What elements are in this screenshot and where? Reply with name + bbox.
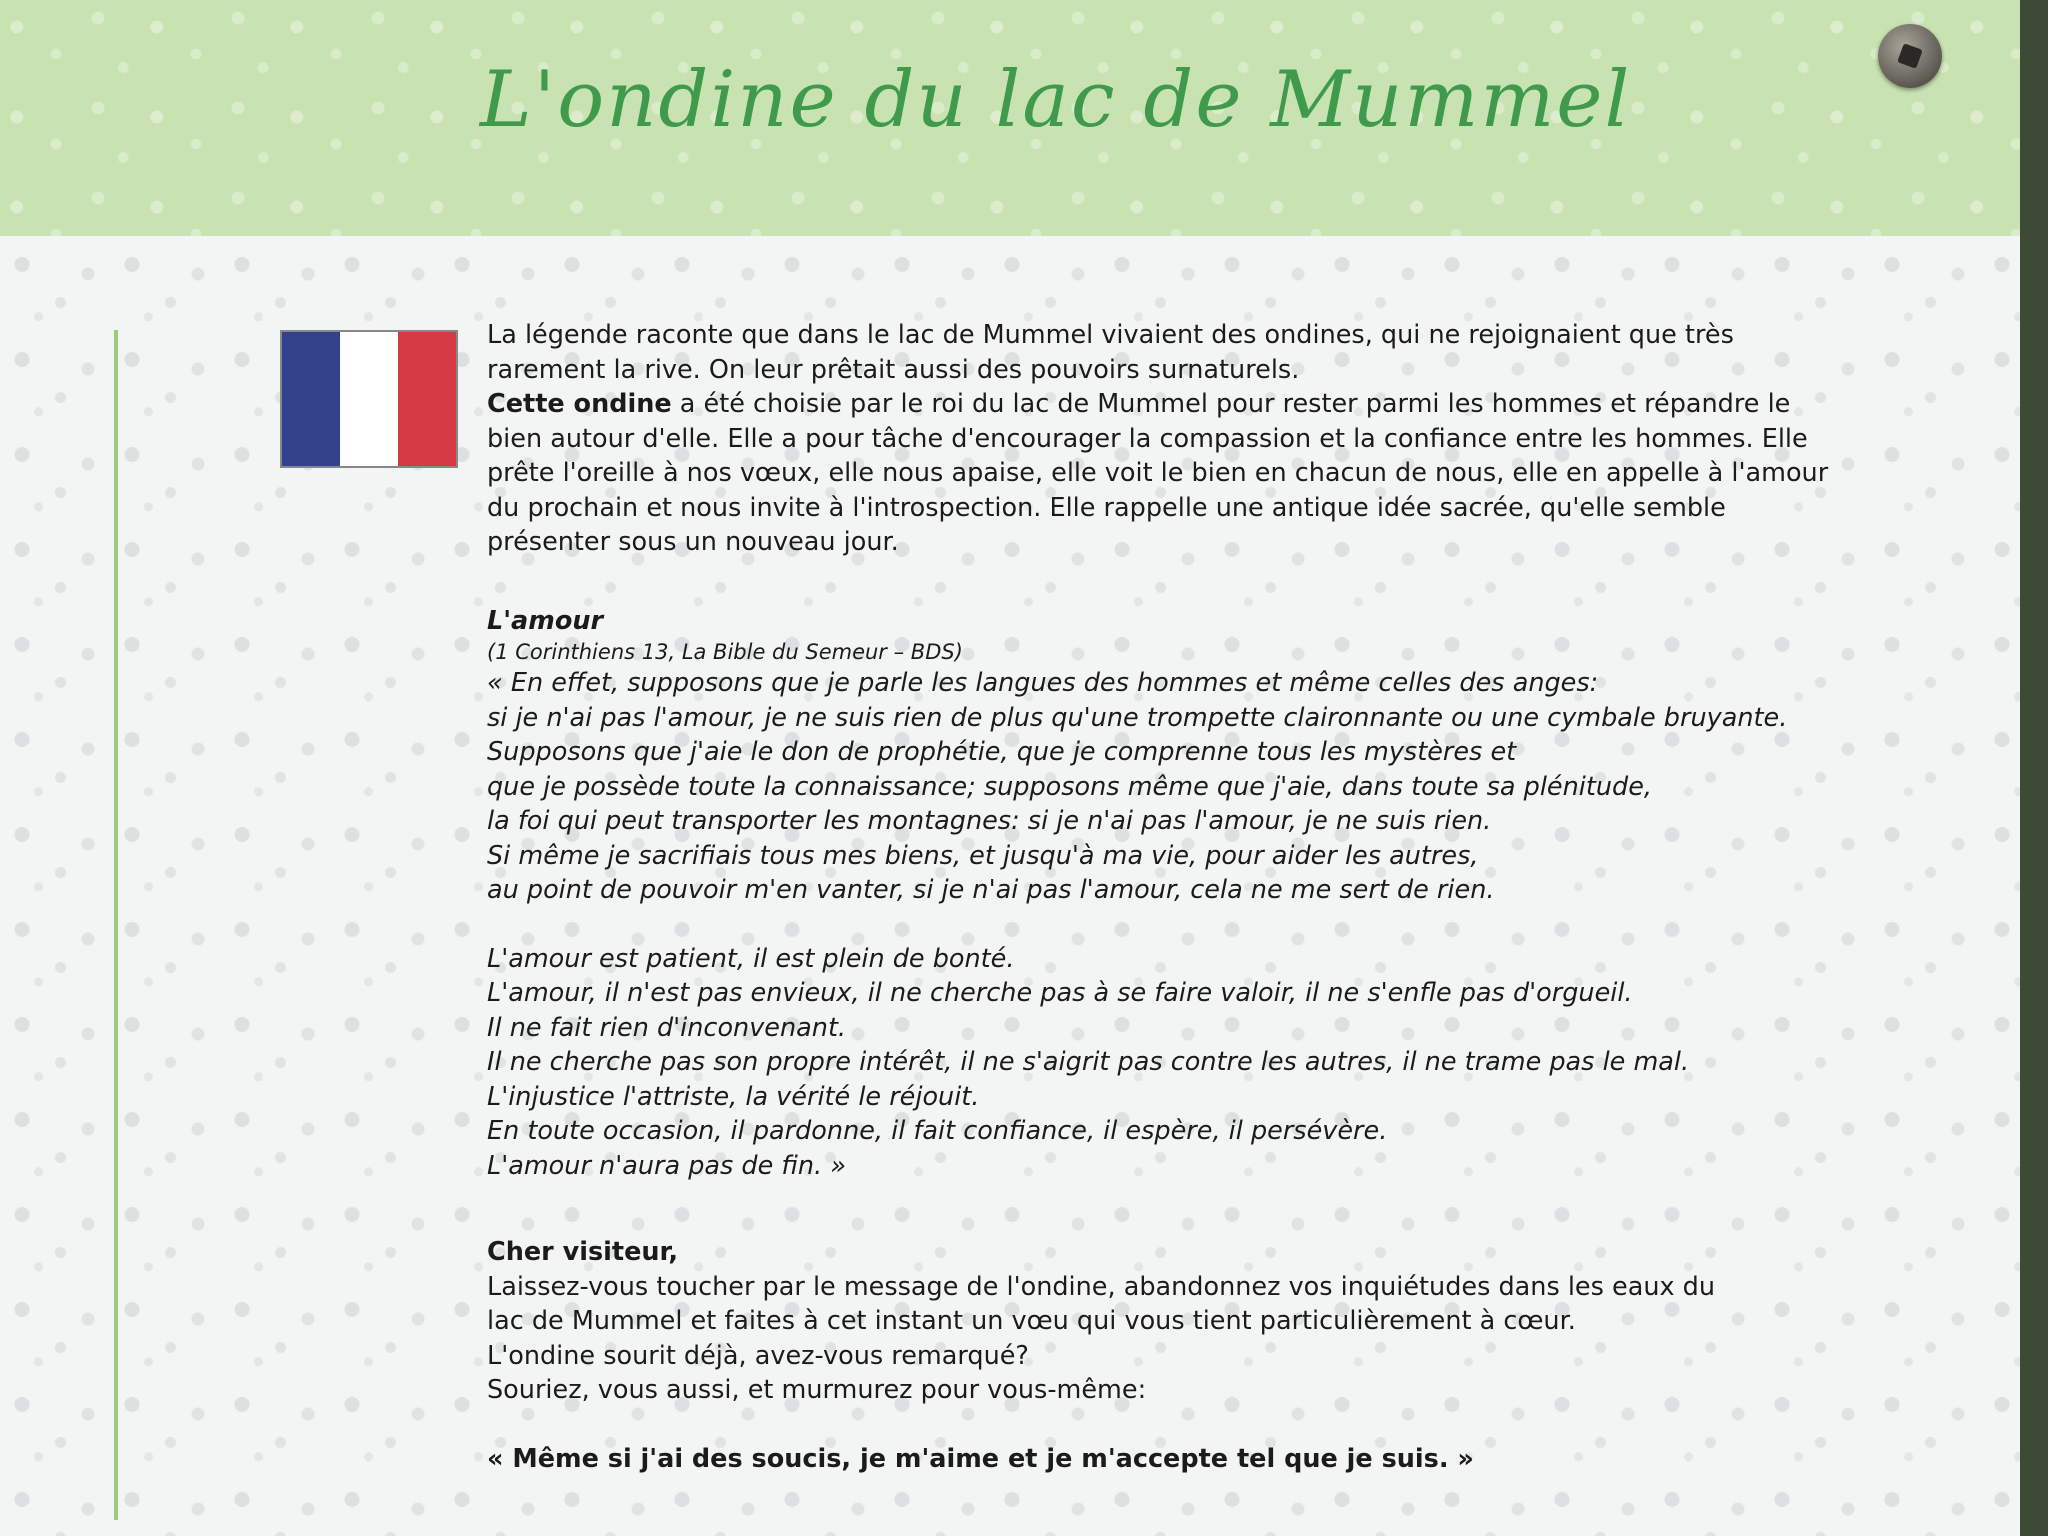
intro-line-1: La légende raconte que dans le lac de Mummel vivaient des ondines, qui ne rejoignaient que très rarement la rive. On leur prêtait aussi des pouvoirs surnaturels. — [487, 320, 1734, 385]
flag-blue-stripe — [282, 332, 340, 466]
visitor-heading: Cher visiteur, — [487, 1237, 679, 1267]
intro-bold-lead: Cette ondine — [487, 389, 672, 419]
green-divider-line — [114, 330, 118, 1520]
verse-line: Il ne fait rien d'inconvenant. — [487, 1012, 847, 1043]
sign-title: L'ondine du lac de Mummel — [480, 55, 1632, 145]
visitor-line: lac de Mummel et faites à cet instant un vœu qui vous tient particulièrement à cœur. — [487, 1306, 1576, 1336]
visitor-line: Laissez-vous toucher par le message de l'ondine, abandonnez vos inquiétudes dans les eaux du — [487, 1271, 1716, 1302]
verse-line: que je possède toute la connaissance; supposons même que j'aie, dans toute sa plénitude, — [487, 771, 1652, 802]
flag-white-stripe — [340, 332, 398, 466]
verse-line: Supposons que j'aie le don de prophétie, que je comprenne tous les mystères et — [487, 737, 1517, 767]
verse-line: au point de pouvoir m'en vanter, si je n'ai pas l'amour, cela ne me sert de rien. — [487, 875, 1495, 905]
visitor-line: L'ondine sourit déjà, avez-vous remarqué? — [487, 1340, 1029, 1371]
visitor-paragraph — [487, 1270, 1837, 1408]
flag-red-stripe — [398, 332, 456, 466]
verse-line: L'amour, il n'est pas envieux, il ne cherche pas à se faire valoir, il ne s'enfle pas d'orgueil. — [487, 978, 1633, 1008]
amour-heading: L'amour — [487, 605, 604, 636]
screw-icon — [1878, 24, 1942, 88]
spacer — [487, 908, 1837, 942]
intro-line-2: a été choisie par le roi du lac de Mummel pour rester parmi les hommes et répandre le bien autour d'elle. Elle a pour tâche d'encourager la compassion et la confiance entre les hommes. Elle prête l'oreille à nos vœux, elle nous apaise, elle voit le bien en chacun de nous, elle en appelle à l'amour du prochain et nous invite à l'introspection. Elle rappelle une antique idée sacrée, qu'elle semble présenter sous un nouveau jour. — [487, 389, 1829, 557]
verse-line: « En effet, supposons que je parle les langues des hommes et même celles des anges: — [487, 668, 1599, 698]
amour-reference: (1 Corinthiens 13, La Bible du Semeur – BDS) — [487, 640, 963, 664]
closing-quote: « Même si j'ai des soucis, je m'aime et je m'accepte tel que je suis. » — [487, 1443, 1474, 1474]
verse-line: si je n'ai pas l'amour, je ne suis rien de plus qu'une trompette claironnante ou une cymbale bruyante. — [487, 702, 1788, 733]
visitor-line: Souriez, vous aussi, et murmurez pour vous-même: — [487, 1375, 1147, 1405]
french-flag-icon — [280, 330, 458, 468]
header-band — [0, 0, 2020, 236]
verse-line: la foi qui peut transporter les montagnes: si je n'ai pas l'amour, je ne suis rien. — [487, 806, 1492, 836]
intro-paragraph — [487, 318, 1837, 560]
verse-line: L'amour est patient, il est plein de bonté. — [487, 943, 1015, 974]
verse-line: Il ne cherche pas son propre intérêt, il ne s'aigrit pas contre les autres, il ne trame pas le mal. — [487, 1047, 1690, 1077]
verse-line: L'amour n'aura pas de fin. » — [487, 1150, 846, 1181]
spacer — [487, 1408, 1837, 1442]
spacer — [487, 1183, 1837, 1235]
stanza-1 — [487, 666, 1837, 908]
sign-content — [487, 318, 1837, 1476]
verse-line: En toute occasion, il pardonne, il fait confiance, il espère, il persévère. — [487, 1116, 1388, 1146]
verse-line: Si même je sacrifiais tous mes biens, et jusqu'à ma vie, pour aider les autres, — [487, 840, 1479, 871]
stanza-2 — [487, 942, 1837, 1184]
verse-line: L'injustice l'attriste, la vérité le réjouit. — [487, 1081, 980, 1112]
